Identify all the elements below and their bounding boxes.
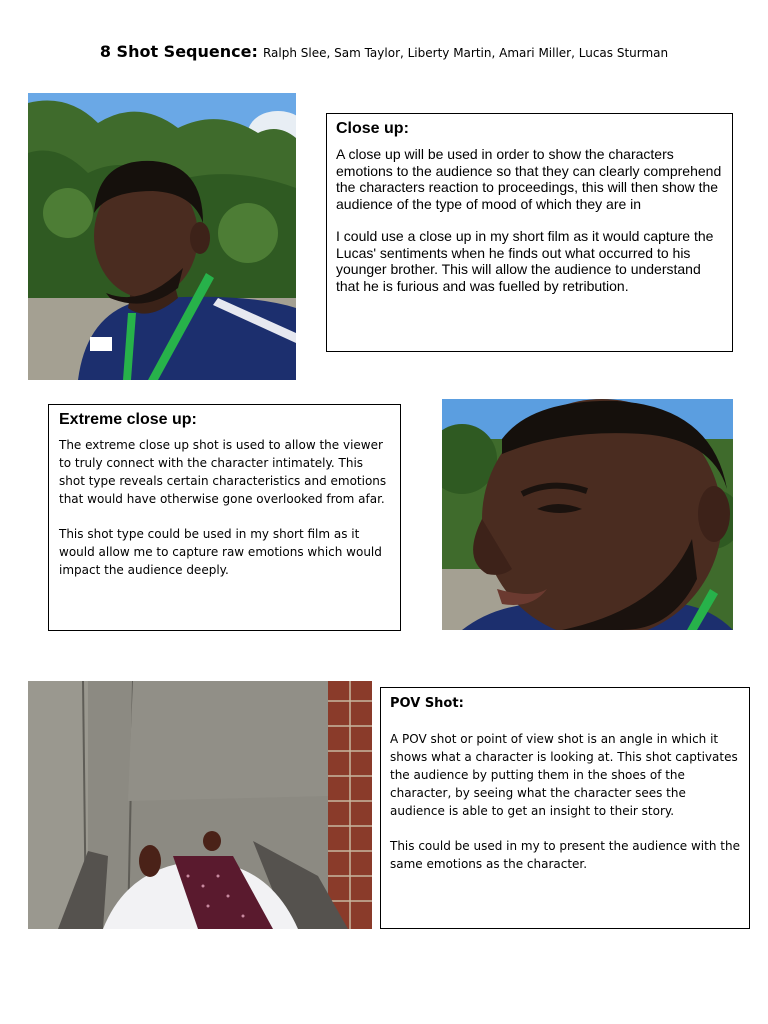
close-up-box: [326, 113, 733, 352]
extreme-close-up-photo: [442, 399, 733, 630]
title-authors: Ralph Slee, Sam Taylor, Liberty Martin, Amari Miller, Lucas Sturman: [262, 46, 669, 60]
title-main: 8 Shot Sequence:: [99, 42, 258, 61]
extreme-close-up-paragraph: The extreme close up shot is used to allow the viewer to truly connect with the character intimately. This shot type reveals certain characteristics and emotions that would have otherwise gone overlooked from afar.: [59, 438, 387, 506]
pov-photo: [28, 681, 372, 929]
close-up-paragraph: I could use a close up in my short film as it would capture the Lucas' sentiments when he finds out what occurred to his younger brother. This will allow the audience to understand that he is furious and was fuelled by retribution.: [336, 228, 714, 294]
pov-box: [380, 687, 750, 929]
pov-paragraph: This could be used in my to present the audience with the same emotions as the character.: [390, 839, 740, 871]
close-up-heading: Close up:: [336, 120, 409, 137]
extreme-close-up-heading: Extreme close up:: [59, 411, 197, 428]
page-title: [0, 42, 768, 61]
extreme-close-up-box: [48, 404, 401, 631]
pov-heading: POV Shot:: [390, 696, 464, 711]
extreme-close-up-paragraph: This shot type could be used in my short film as it would allow me to capture raw emotions which would impact the audience deeply.: [59, 527, 382, 577]
close-up-paragraph: A close up will be used in order to show the characters emotions to the audience so that they can clearly comprehend the characters reaction to proceedings, this will then show the audience of the type of mood of which they are in: [336, 146, 722, 212]
close-up-photo: [28, 93, 296, 380]
pov-paragraph: A POV shot or point of view shot is an angle in which it shows what a character is looking at. This shot captivates the audience by putting them in the shoes of the character, by seeing what the character sees the audience is able to get an insight to their story.: [390, 732, 738, 818]
